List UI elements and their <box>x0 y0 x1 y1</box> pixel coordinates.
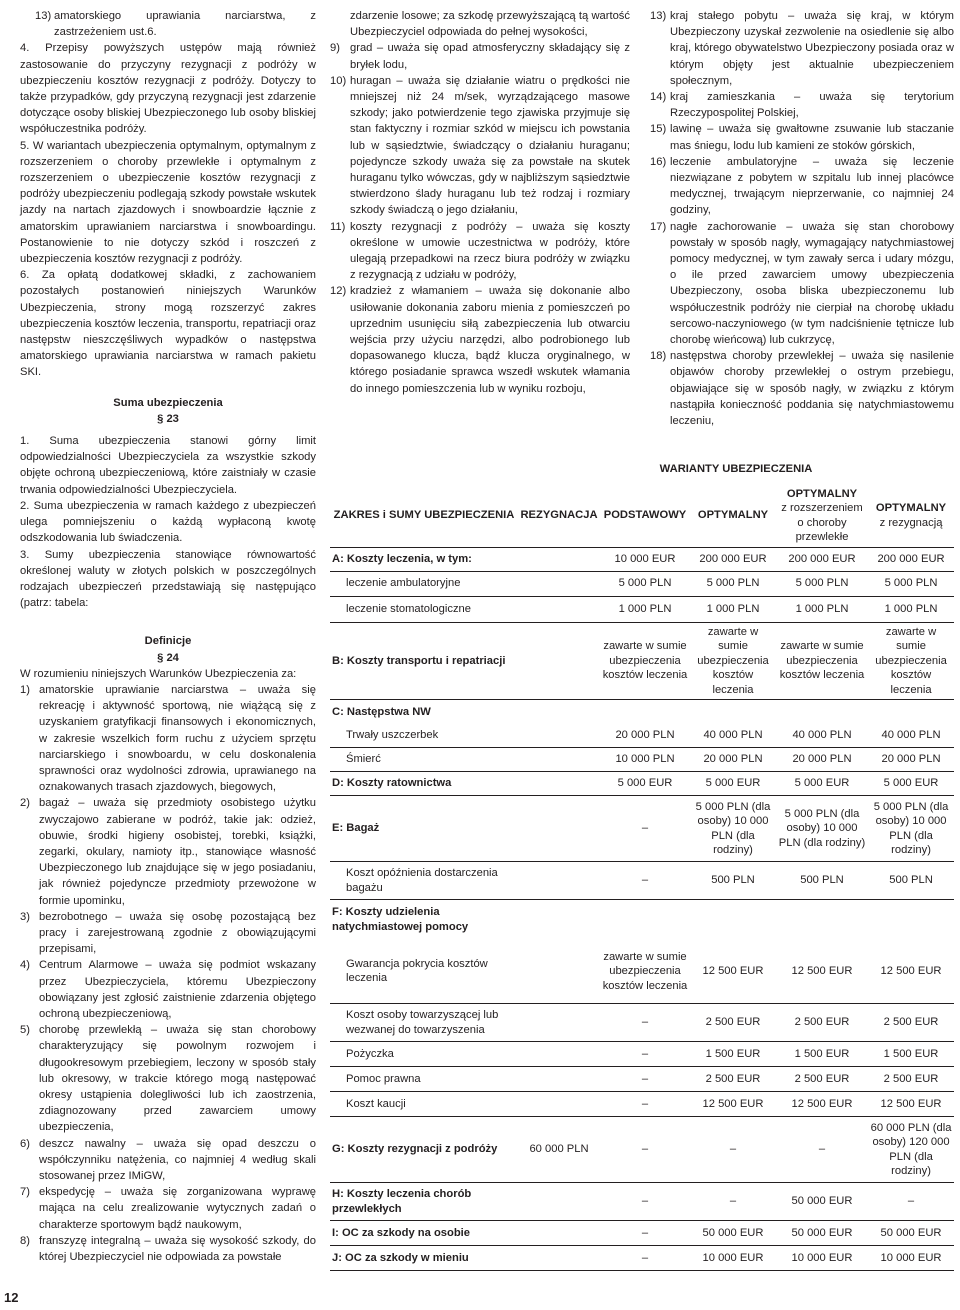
cell-value: 5 000 EUR <box>868 772 954 796</box>
cell-value: – <box>600 1117 690 1183</box>
col-title: OPTYMALNY <box>875 502 947 514</box>
cell-value <box>518 571 600 596</box>
table-row <box>330 1183 954 1221</box>
section-number-24: § 24 <box>157 651 179 664</box>
cell-value <box>690 700 776 724</box>
page-number: 12 <box>4 1290 19 1305</box>
cell-value <box>776 700 868 724</box>
cell-value: 20 000 PLN <box>690 748 776 772</box>
s24-intro: W rozumieniu niniejszych Warunków Ubezpieczenia za: <box>20 667 297 680</box>
definition-text: kraj zamieszkania – uważa się terytorium Rzeczypospolitej Polskiej, <box>670 91 954 120</box>
table-row <box>330 1246 954 1271</box>
definition-text: leczenie ambulatoryjne – uważa się leczenie niezwiązane z pobytem w szpitalu lub innej placówce medycznej, trwającym nieprzerwanie, co najmniej 24 godziny, <box>670 155 954 217</box>
definitions-list <box>20 682 316 1265</box>
definition-item <box>20 1022 316 1135</box>
cell-value <box>518 772 600 796</box>
table-row <box>330 772 954 796</box>
row-label: E: Bagaż <box>330 796 518 862</box>
cell-value: 1 500 EUR <box>868 1042 954 1067</box>
definition-item <box>650 121 954 153</box>
cell-value <box>518 1221 600 1246</box>
cell-value <box>600 700 690 724</box>
cell-value <box>518 900 600 940</box>
cell-value <box>518 1004 600 1042</box>
cell-value <box>518 940 600 1004</box>
cell-value <box>518 724 600 748</box>
cell-value: 12 500 EUR <box>690 1092 776 1117</box>
definition-text: bezrobotnego – uważa się osobę pozostającą bez pracy i zarejestrowaną zgodnie z obowiązującymi przepisami, <box>39 910 316 956</box>
cell-value: 1 000 PLN <box>690 596 776 622</box>
row-label: F: Koszty udzielenia natychmiastowej pomocy <box>332 906 469 933</box>
cell-value: 5 000 PLN (dla osoby) 10 000 PLN (dla rodziny) <box>868 796 954 862</box>
row-label: Koszt kaucji <box>330 1092 518 1117</box>
table-row <box>330 700 954 724</box>
cell-value: 1 000 PLN <box>868 596 954 622</box>
cell-value: – <box>690 1117 776 1183</box>
table-row <box>330 1117 954 1183</box>
definition-item <box>20 1184 316 1233</box>
cell-value: 5 000 EUR <box>690 772 776 796</box>
cell-value <box>868 900 954 940</box>
col-header-podstawowy: PODSTAWOWY <box>600 485 690 548</box>
col-header-rezygnacja: REZYGNACJA <box>518 485 600 548</box>
definition-number: 10) <box>330 74 347 87</box>
col-subtitle: z rezygnacją <box>879 516 943 529</box>
cell-value: 1 000 PLN <box>776 596 868 622</box>
table-row <box>330 1004 954 1042</box>
row-label: Pomoc prawna <box>330 1067 518 1092</box>
table-row <box>330 1042 954 1067</box>
definition-number: 3) <box>20 910 30 923</box>
definition-text: deszcz nawalny – uważa się opad deszczu o współczynniku natężenia, co najmniej 4 według skali stosowanej przez IMiGW, <box>39 1137 316 1183</box>
row-label: A: Koszty leczenia, w tym: <box>330 547 518 571</box>
cell-value: 5 000 PLN (dla osoby) 10 000 PLN (dla rodziny) <box>776 796 868 862</box>
column-middle <box>330 8 630 397</box>
definition-text: lawinę – uważa się gwałtowne zsuwanie lub staczanie mas śniegu, lodu lub kamieni ze stoków górskich, <box>670 123 954 152</box>
definition-number: 2) <box>20 797 30 810</box>
cell-value <box>518 862 600 900</box>
definition-text: koszty rezygnacji z podróży – uważa się koszty określone w umowie uczestnictwa w podróży, które ulegają przepadkowi na rzecz biura podróży w związku z rezygnacją z udziału w podróży, <box>350 220 630 282</box>
definition-text: kradzież z włamaniem – uważa się dokonanie albo usiłowanie dokonania zaboru mienia z pomieszczeń po uprzednim usunięciu siłą zabezpieczenia lub otwarciu wejścia przy użyciu narzędzi, albo podrobionego lub dopasowanego klucza, bądź klucza oryginalnego, w którego posiadanie sprawca wszedł wskutek włamania do innego pomieszczenia lub w wyniku rozboju, <box>350 285 630 395</box>
column-left <box>20 8 316 1265</box>
insurance-variants-table <box>330 460 954 1271</box>
variants-header: WARIANTY UBEZPIECZENIA <box>659 463 813 475</box>
cell-value: 5 000 PLN (dla osoby) 10 000 PLN (dla rodziny) <box>690 796 776 862</box>
table-row <box>330 796 954 862</box>
table-row <box>330 1221 954 1246</box>
definition-item <box>20 909 316 958</box>
definition-number: 11) <box>330 220 346 233</box>
cell-value: 20 000 PLN <box>600 724 690 748</box>
definition-text: kraj stałego pobytu – uważa się kraj, w którym Ubezpieczony uzyskał zezwolenie na osiedlenie się albo kraj, którego obywatelstwo Ubezpieczony posiada oraz w którym objęty jest aktualnie ubezpieczeniem społecznym, <box>670 10 954 87</box>
cell-value: – <box>600 1246 690 1271</box>
cell-value: 40 000 PLN <box>868 724 954 748</box>
cell-value: 12 500 EUR <box>776 1092 868 1117</box>
s23-paragraph-1: 1. Suma ubezpieczenia stanowi górny limit odpowiedzialności Ubezpieczyciela za wszystkie szkody objęte ochroną ubezpieczeniową, które zaistniały w czasie trwania odpowiedzialności Ubezpieczyciela. <box>20 435 316 496</box>
paragraph-5: 5. W wariantach ubezpieczenia optymalnym, optymalnym z rozszerzeniem o choroby przewlekłe i optymalnym z rozszerzeniem o ubezpieczenie kosztów rezygnacji z podróży ubezpieczeniu podlegają szkody powstałe wskutek jazdy na nartach zjazdowych i snowboardzie łącznie z amatorskim uprawianiem narciarstwa i snowboardingu. Postanowienie to nie dotyczy szkód i roszczeń z ubezpieczenia kosztów rezygnacji z podróży. <box>20 139 316 266</box>
cell-value: 5 000 PLN <box>690 571 776 596</box>
definition-item <box>20 957 316 1022</box>
table-row <box>330 724 954 748</box>
cell-value <box>600 900 690 940</box>
cell-value: 1 500 EUR <box>690 1042 776 1067</box>
cell-value: 200 000 EUR <box>690 547 776 571</box>
cell-value <box>518 596 600 622</box>
s23-paragraph-2: 2. Suma ubezpieczenia w ramach każdego z ubezpieczeń ulega pomniejszeniu o każdą wypłaconą kwotę odszkodowania lub świadczenia. <box>20 499 316 545</box>
cell-value: – <box>600 862 690 900</box>
cell-value <box>518 1183 600 1221</box>
paragraph-4: 4. Przepisy powyższych ustępów mają również zastosowanie do przyczyny rezygnacji z podróży w ubezpieczeniu kosztów rezygnacji z podróży. Dotyczy to także przypadków, gdy przyczyną rezygnacji jest zdarzenie dotyczące osoby bliskiej Ubezpieczonego lub osoby bliskiej współuczestnika podróży. <box>20 42 316 136</box>
cell-value: 2 500 EUR <box>690 1067 776 1092</box>
table-body <box>330 547 954 1271</box>
definition-item <box>650 8 954 89</box>
cell-value <box>518 547 600 571</box>
definition-text: bagaż – uważa się przedmioty osobistego użytku zwyczajowo zabierane w podróż, takie jak: odzież, obuwie, środki higieny osobistej, torebki, książki, zegarki, okulary, namioty itp., stanowiące własność Ubezpieczonego lub znajdujące się w jego posiadaniu, jak również pojedyncze przedmioty przewożone w formie upominku, <box>39 797 316 907</box>
cell-value: 50 000 EUR <box>776 1221 868 1246</box>
cell-value: 2 500 EUR <box>690 1004 776 1042</box>
cell-value: 10 000 PLN <box>600 748 690 772</box>
cell-value: – <box>690 1183 776 1221</box>
cell-value: zawarte w sumie ubezpieczenia kosztów leczenia <box>690 622 776 700</box>
definition-number: 15) <box>650 123 667 136</box>
row-label: Koszt osoby towarzyszącej lub wezwanej do towarzyszenia <box>330 1004 518 1042</box>
definition-number: 5) <box>20 1024 30 1037</box>
cell-value <box>518 1092 600 1117</box>
definition-item <box>330 219 630 284</box>
cell-value: – <box>600 1092 690 1117</box>
item-text: amatorskiego uprawiania narciarstwa, z zastrzeżeniem ust.6. <box>54 10 316 39</box>
row-label: G: Koszty rezygnacji z podróży <box>330 1117 518 1183</box>
definition-number: 8) <box>20 1234 30 1247</box>
cell-value: 40 000 PLN <box>690 724 776 748</box>
cell-value <box>518 796 600 862</box>
col-header-optymalny-rozszerzenie <box>776 485 868 548</box>
cell-value: – <box>600 1042 690 1067</box>
row-label: leczenie ambulatoryjne <box>330 571 518 596</box>
s23-paragraph-3: 3. Sumy ubezpieczenia stanowiące równowartość określonej waluty w złotych polskich w poszczególnych rodzajach ubezpieczeń przedstawiają się następująco (patrz: tabela: <box>20 548 316 610</box>
row-label: C: Następstwa NW <box>332 705 431 718</box>
definition-item <box>330 40 630 72</box>
table-row <box>330 1067 954 1092</box>
cell-value: 5 000 EUR <box>776 772 868 796</box>
cell-value: 60 000 PLN <box>518 1117 600 1183</box>
definition-item <box>650 219 954 349</box>
section-title-23: Suma ubezpieczenia <box>113 396 223 409</box>
cell-value <box>518 1246 600 1271</box>
col-title: OPTYMALNY <box>786 487 858 500</box>
cell-value: 12 500 EUR <box>690 940 776 1004</box>
cell-value: 50 000 EUR <box>690 1221 776 1246</box>
row-label: D: Koszty ratownictwa <box>330 772 518 796</box>
definition-text: huragan – uważa się działanie wiatru o prędkości nie mniejszej niż 24 m/sek, wyrządzającego masowe szkody; jako potwierdzenie tego zjawiska przyjmuje się stan faktyczny i rozmiar szkód w miejscu ich powstania lub w sąsiedztwie, świadczący o działaniu huraganu; pojedyncze szkody uważa się za powstałe na skutek huraganu tylko wówczas, gdy w najbliższym sąsiedztwie stwierdzono ślady huraganu lub też rodzaj i rozmiary szkody świadczą o jego działaniu, <box>350 74 630 217</box>
definition-item <box>650 154 954 219</box>
definition-number: 6) <box>20 1137 30 1150</box>
cell-value: zawarte w sumie ubezpieczenia kosztów leczenia <box>868 622 954 700</box>
definitions-list <box>330 40 630 396</box>
table-row <box>330 571 954 596</box>
definition-continuation: zdarzenie losowe; za szkodę przewyższającą tą wartość Ubezpieczyciel odpowiada do pełnej wysokości, <box>350 10 630 39</box>
definition-text: Centrum Alarmowe – uważa się podmiot wskazany przez Ubezpieczyciela, któremu Ubezpieczony obowiązany jest zgłosić zaistnienie zdarzenia objętego ochroną ubezpieczeniową, <box>39 959 316 1020</box>
definition-text: grad – uważa się opad atmosferyczny składający się z bryłek lodu, <box>350 42 630 71</box>
definition-item <box>20 682 316 795</box>
cell-value <box>518 1042 600 1067</box>
cell-value <box>868 700 954 724</box>
cell-value: – <box>776 1117 868 1183</box>
cell-value: 500 PLN <box>690 862 776 900</box>
cell-value: 2 500 EUR <box>868 1067 954 1092</box>
cell-value: 500 PLN <box>868 862 954 900</box>
row-label: Śmierć <box>330 748 518 772</box>
cell-value: 40 000 PLN <box>776 724 868 748</box>
definition-text: franszyzę integralną – uważa się wysokość szkody, do której Ubezpieczyciel nie odpowiada za powstałe <box>39 1234 316 1264</box>
definition-item <box>20 795 316 908</box>
row-label: H: Koszty leczenia chorób przewlekłych <box>330 1183 518 1221</box>
section-number-23: § 23 <box>157 412 179 425</box>
definition-text: chorobę przewlekłą – uważa się stan chorobowy charakteryzujący się powolnym rozwojem i długookresowym przebiegiem, leczony w sposób stały lub okresowy, w trakcie którego mogą następować okresy ustąpienia dolegliwości lub ich zaostrzenia, zdiagnozowany przed zawarciem umowy ubezpieczenia, <box>39 1024 316 1134</box>
definition-number: 14) <box>650 91 667 104</box>
row-label: leczenie stomatologiczne <box>330 596 518 622</box>
row-label: B: Koszty transportu i repatriacji <box>330 622 518 700</box>
definition-number: 1) <box>20 683 30 696</box>
definition-item <box>330 73 630 219</box>
cell-value: – <box>600 1004 690 1042</box>
column-right <box>650 8 954 429</box>
definition-item <box>20 1136 316 1185</box>
cell-value: 10 000 EUR <box>868 1246 954 1271</box>
definition-number: 9) <box>330 42 340 55</box>
cell-value: 2 500 EUR <box>776 1067 868 1092</box>
definition-number: 16) <box>650 155 667 168</box>
cell-value: zawarte w sumie ubezpieczenia kosztów leczenia <box>600 622 690 700</box>
cell-value: – <box>600 1221 690 1246</box>
col-header-optymalny: OPTYMALNY <box>690 485 776 548</box>
definition-item <box>650 348 954 429</box>
definition-number: 7) <box>20 1186 30 1199</box>
cell-value: 500 PLN <box>776 862 868 900</box>
cell-value: zawarte w sumie ubezpieczenia kosztów leczenia <box>776 622 868 700</box>
table-row <box>330 547 954 571</box>
row-label: Koszt opóźnienia dostarczenia bagażu <box>330 862 518 900</box>
table-row <box>330 596 954 622</box>
cell-value <box>518 622 600 700</box>
table-row <box>330 748 954 772</box>
row-label: Trwały uszczerbek <box>330 724 518 748</box>
section-title-24: Definicje <box>144 635 192 648</box>
definition-item <box>330 283 630 396</box>
cell-value: 10 000 EUR <box>776 1246 868 1271</box>
col-subtitle: z rozszerzeniem o choroby przewlekłe <box>781 502 863 543</box>
cell-value: 12 500 EUR <box>776 940 868 1004</box>
definition-number: 13) <box>650 10 667 22</box>
table-row <box>330 940 954 1004</box>
cell-value: 5 000 PLN <box>776 571 868 596</box>
cell-value: 50 000 EUR <box>776 1183 868 1221</box>
definition-text: ekspedycję – uważa się zorganizowana wyprawę mająca na celu zrealizowanie wytycznych zadań o charakterze sportowym bądź naukowym, <box>39 1186 316 1231</box>
table-row <box>330 622 954 700</box>
cell-value: 1 000 PLN <box>600 596 690 622</box>
cell-value <box>518 700 600 724</box>
cell-value: 20 000 PLN <box>868 748 954 772</box>
definitions-list <box>650 8 954 429</box>
cell-value: 5 000 PLN <box>600 571 690 596</box>
cell-value <box>776 900 868 940</box>
cell-value <box>690 900 776 940</box>
paragraph-6: 6. Za opłatą dodatkowej składki, z zachowaniem pozostałych postanowień niniejszych Warunków Ubezpieczenia, strony mogą rozszerzyć zakres ubezpieczenia kosztów leczenia, transportu, repatriacji oraz następstw nieszczęśliwych wypadków o następstwa amatorskiego uprawiania narciarstwa w ramach pakietu SKI. <box>20 269 316 379</box>
cell-value: 10 000 EUR <box>600 547 690 571</box>
col-header-optymalny-rezygnacja <box>868 485 954 548</box>
cell-value <box>518 748 600 772</box>
table-corner-header: ZAKRES i SUMY UBEZPIECZENIA <box>330 485 518 548</box>
cell-value: 60 000 PLN (dla osoby) 120 000 PLN (dla rodziny) <box>868 1117 954 1183</box>
cell-value: 5 000 EUR <box>600 772 690 796</box>
definition-text: nagłe zachorowanie – uważa się stan chorobowy powstały w sposób nagły, wymagający natychmiastowej pomocy medycznej, w tym zawały serca i udary mózgu, o ile przed zawarciem umowy ubezpieczenia Ubezpieczony, osoba bliska ubezpieczonemu lub współuczestnik podróży nie cierpiał na chorobę układu sercowo-naczyniowego (w tym nadciśnienie tętnicze lub chorobę wieńcową) lub cukrzycę, <box>670 220 954 347</box>
item-number: 13) <box>35 10 52 22</box>
list-item <box>20 8 316 40</box>
definition-number: 17) <box>650 220 667 233</box>
cell-value: – <box>600 796 690 862</box>
table-row <box>330 862 954 900</box>
cell-value: 5 000 PLN <box>868 571 954 596</box>
row-label: J: OC za szkody w mieniu <box>330 1246 518 1271</box>
row-label: I: OC za szkody na osobie <box>330 1221 518 1246</box>
cell-value: 10 000 EUR <box>690 1246 776 1271</box>
definition-number: 18) <box>650 350 667 363</box>
cell-value: 20 000 PLN <box>776 748 868 772</box>
cell-value: 200 000 EUR <box>776 547 868 571</box>
definition-number: 4) <box>20 959 30 972</box>
definition-text: następstwa choroby przewlekłej – uważa się nasilenie objawów choroby przewlekłej o ostrym przebiegu, objawiające się w sposób nagły, w związku z którym nastąpiła konieczność poddania się natychmiastowemu leczeniu, <box>670 350 954 428</box>
definition-item <box>650 89 954 121</box>
definition-item <box>20 1233 316 1265</box>
cell-value: 50 000 EUR <box>868 1221 954 1246</box>
cell-value: 1 500 EUR <box>776 1042 868 1067</box>
definition-number: 12) <box>330 285 347 298</box>
table-row <box>330 1092 954 1117</box>
cell-value: zawarte w sumie ubezpieczenia kosztów leczenia <box>600 940 690 1004</box>
cell-value: – <box>600 1067 690 1092</box>
cell-value: – <box>600 1183 690 1221</box>
table-row <box>330 900 954 940</box>
definition-text: amatorskie uprawianie narciarstwa – uważa się rekreację i aktywność sportową, nie wiążącą się z uzyskaniem gratyfikacji finansowych i ekonomicznych, w zakresie wszelkich form ruchu z użyciem sprzętu narciarskiego i snowboardu, w celu doskonalenia sprawności oraz wydolności zdrowia, uprawianego na oznakowanych trasach zjazdowych, biegowych, <box>39 683 316 794</box>
cell-value <box>518 1067 600 1092</box>
cell-value: 2 500 EUR <box>776 1004 868 1042</box>
row-label: Pożyczka <box>330 1042 518 1067</box>
row-label: Gwarancja pokrycia kosztów leczenia <box>330 940 518 1004</box>
cell-value: 12 500 EUR <box>868 940 954 1004</box>
cell-value: 2 500 EUR <box>868 1004 954 1042</box>
cell-value: – <box>868 1183 954 1221</box>
cell-value: 12 500 EUR <box>868 1092 954 1117</box>
cell-value: 200 000 EUR <box>868 547 954 571</box>
